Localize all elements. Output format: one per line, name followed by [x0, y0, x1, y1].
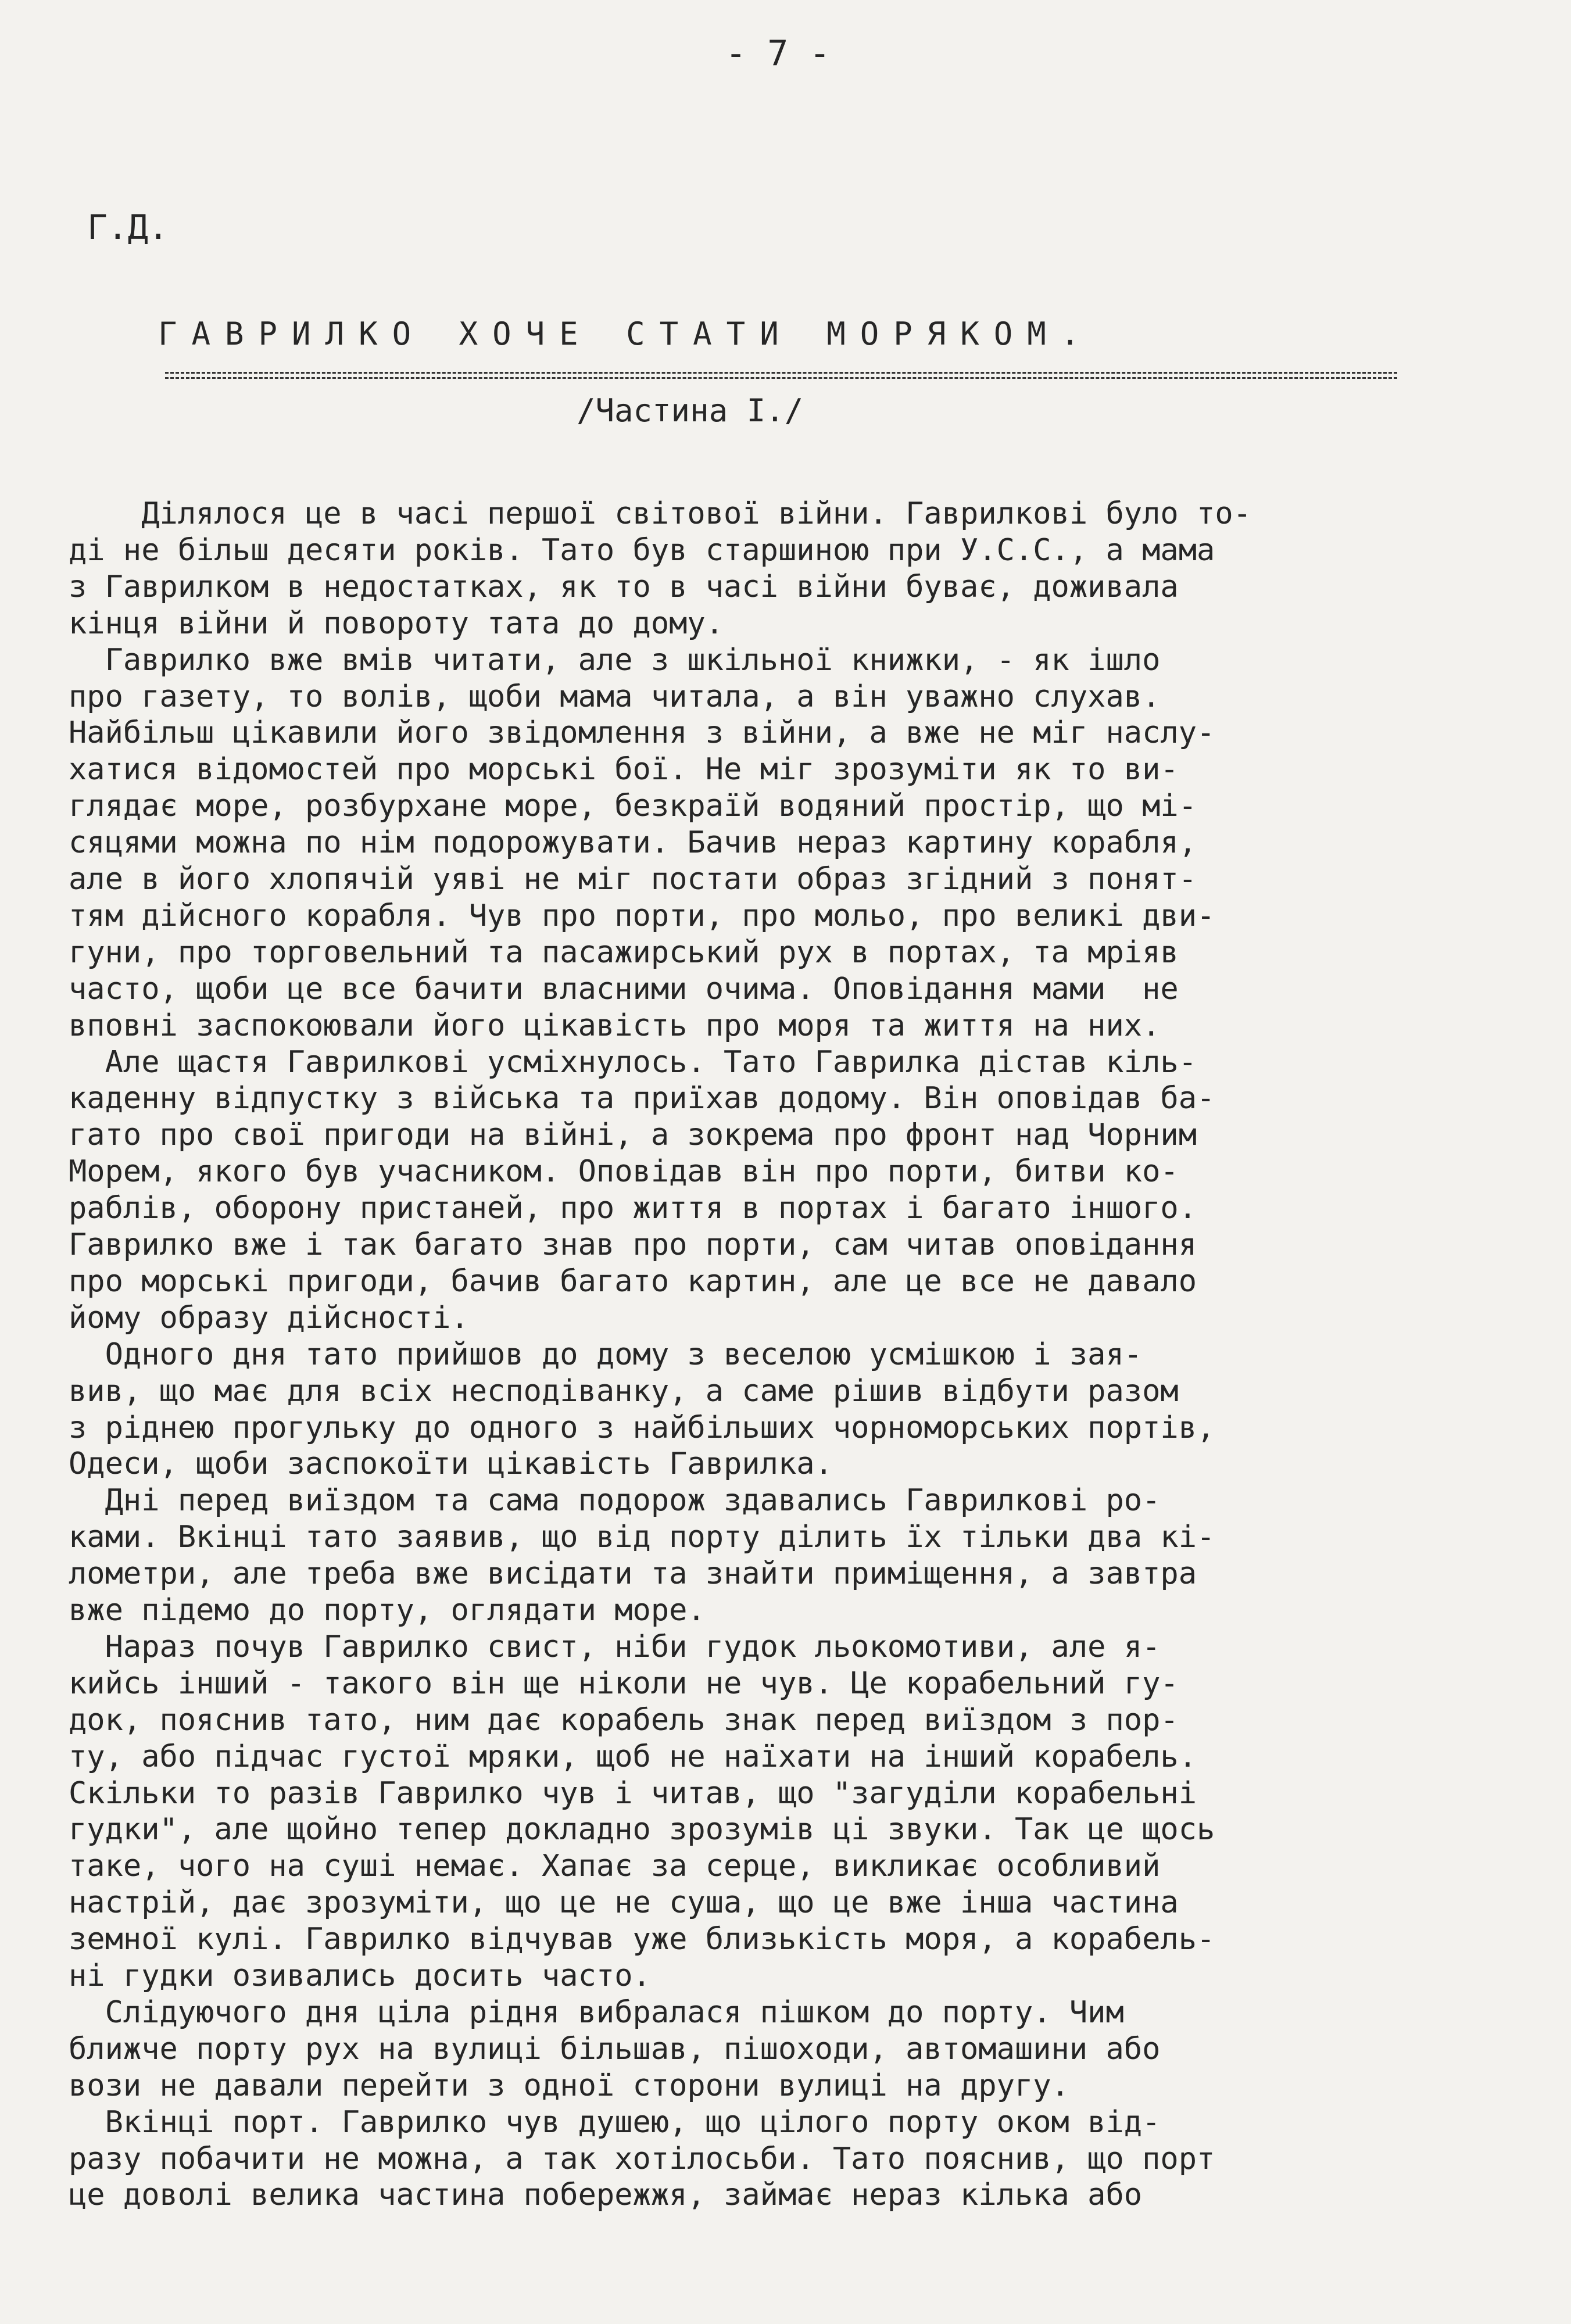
text-line: ту, або підчас густої мряки, щоб не наїхати на інший корабель. [69, 1739, 1197, 1774]
text-line: настрій, дає зрозуміти, що це не суша, що це вже інша частина [69, 1885, 1179, 1921]
text-line: вже підемо до порту, оглядати море. [69, 1593, 706, 1628]
text-line: Але щастя Гаврилкові усміхнулось. Тато Гаврилка дістав кіль- [69, 1044, 1197, 1080]
text-line: гуни, про торговельний та пасажирський рух в портах, та мріяв [69, 934, 1179, 970]
text-line: глядає море, розбурхане море, безкраїй водяний простір, що мі- [69, 789, 1197, 824]
text-line: Слідуючого дня ціла рідня вибралася пішком до порту. Чим [69, 1994, 1124, 2030]
text-line: ді не більш десяти років. Тато був старшиною при У.С.С., а мама [69, 532, 1215, 568]
text-line: Скільки то разів Гаврилко чув і читав, що "загуділи корабельні [69, 1775, 1197, 1811]
text-line: лометри, але треба вже висідати та знайти приміщення, а завтра [69, 1556, 1197, 1592]
text-line: Гаврилко вже і так багато знав про порти, сам читав оповідання [69, 1227, 1197, 1262]
text-line: Дні перед виїздом та сама подорож здавались Гаврилкові ро- [69, 1483, 1161, 1519]
text-line: каденну відпустку з війська та приїхав додому. Він оповідав ба- [69, 1081, 1215, 1116]
text-line: земної кулі. Гаврилко відчував уже близькість моря, а корабель- [69, 1922, 1215, 1957]
text-line: ближче порту рух на вулиці більшав, пішоходи, автомашини або [69, 2031, 1161, 2067]
text-line: Найбільш цікавили його звідомлення з війни, а вже не міг наслу- [69, 715, 1215, 751]
text-line: часто, щоби це все бачити власними очима. Оповідання мами не [69, 971, 1179, 1007]
text-line: таке, чого на суші немає. Хапає за серце, викликає особливий [69, 1849, 1161, 1884]
story-title: ГАВРИЛКО ХОЧЕ СТАТИ МОРЯКОМ. [158, 316, 1094, 352]
text-line: раблів, оборону пристаней, про життя в портах і багато іншого. [69, 1191, 1197, 1226]
text-line: разу побачити не можна, а так хотілосьби. Тато пояснив, що порт [69, 2141, 1215, 2176]
text-line: про газету, то волів, щоби мама читала, а він уважно слухав. [69, 679, 1161, 714]
text-line: Одеси, щоби заспокоїти цікавість Гаврилка. [69, 1446, 833, 1482]
text-line: вив, що має для всіх несподіванку, а саме рішив відбути разом [69, 1373, 1179, 1409]
title-double-rule [165, 372, 1397, 380]
page-number: - 7 - [725, 33, 831, 74]
text-line: але в його хлопячій уяві не міг постати образ згідний з понят- [69, 862, 1197, 897]
text-line: ні гудки озивались досить часто. [69, 1958, 651, 1993]
text-line: це доволі велика частина побережжя, займає нераз кілька або [69, 2178, 1143, 2213]
text-line: Вкінці порт. Гаврилко чув душею, що цілого порту оком від- [69, 2104, 1161, 2140]
text-line: Нараз почув Гаврилко свист, ніби гудок льокомотиви, але я- [69, 1629, 1161, 1664]
text-line: гудки", але щойно тепер докладно зрозумів ці звуки. Так це щось [69, 1812, 1215, 1847]
text-line: док, пояснив тато, ним дає корабель знак перед виїздом з пор- [69, 1702, 1179, 1738]
text-line: вповні заспокоювали його цікавість про моря та життя на них. [69, 1008, 1161, 1043]
text-line: Морем, якого був учасником. Оповідав він про порти, битви ко- [69, 1154, 1179, 1190]
text-line: кінця війни й повороту тата до дому. [69, 606, 724, 641]
text-line: Гаврилко вже вмів читати, але з шкільної книжки, - як ішло [69, 642, 1161, 678]
part-subtitle: /Частина I./ [577, 392, 804, 429]
text-line: з Гаврилком в недостатках, як то в часі війни буває, доживала [69, 569, 1179, 604]
text-line: Ділялося це в часі першої світової війни. Гаврилкові було то- [69, 496, 1251, 531]
text-line: йому образу дійсності. [69, 1300, 469, 1335]
text-line: тям дійсного корабля. Чув про порти, про мольо, про великі дви- [69, 898, 1215, 933]
text-line: вози не давали перейти з одної сторони вулиці на другу. [69, 2068, 1069, 2103]
text-line: Одного дня тато прийшов до дому з веселою усмішкою і зая- [69, 1337, 1143, 1372]
text-line: ками. Вкінці тато заявив, що від порту ділить їх тільки два кі- [69, 1520, 1215, 1555]
text-line: хатися відомостей про морські бої. Не міг зрозуміти як то ви- [69, 752, 1179, 787]
text-line: про морські пригоди, бачив багато картин, але це все не давало [69, 1263, 1197, 1299]
text-line: сяцями можна по нім подорожувати. Бачив нераз картину корабля, [69, 825, 1197, 861]
text-line: гато про свої пригоди на війні, а зокрема про фронт над Чорним [69, 1118, 1197, 1153]
author-initials: Г.Д. [87, 207, 169, 247]
text-line: з ріднею прогульку до одного з найбільших чорноморських портів, [69, 1410, 1215, 1445]
text-line: кийсь інший - такого він ще ніколи не чув. Це корабельний гу- [69, 1666, 1179, 1701]
